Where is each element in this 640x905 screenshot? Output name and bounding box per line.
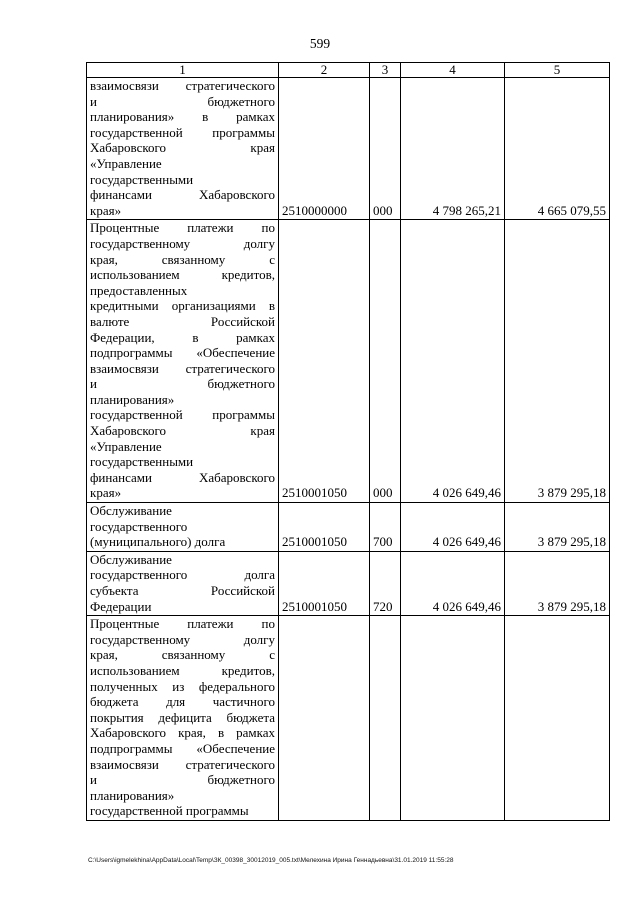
name-line: «Управление [90, 438, 162, 454]
amount-2019-cell: 4 665 079,55 [505, 78, 610, 220]
name-line: края» [90, 202, 122, 218]
name-line: Процентные платежи по [90, 616, 275, 632]
name-line: и бюджетного [90, 93, 275, 109]
name-line: государственными [90, 454, 194, 470]
table-row [87, 551, 610, 615]
row-name-cell [87, 551, 279, 615]
name-line: Хабаровского края [90, 423, 275, 439]
name-line: (муниципального) долга [90, 534, 226, 550]
type-cell [370, 616, 401, 821]
name-line: Федерации, в рамках [90, 329, 275, 345]
column-header: 1 [87, 63, 279, 78]
name-line: кредитными организациями в [90, 298, 275, 314]
name-line: планирования» [90, 391, 175, 407]
name-line: планирования» в рамках [90, 109, 275, 125]
type-cell: 000 [370, 78, 401, 220]
type-cell: 720 [370, 551, 401, 615]
name-line: государственной программы [90, 407, 275, 423]
name-line: использованием кредитов, [90, 267, 275, 283]
amount-2019-cell: 3 879 295,18 [505, 220, 610, 503]
name-line: использованием кредитов, [90, 662, 275, 678]
name-line: финансами Хабаровского [90, 187, 275, 203]
name-line: государственному долгу [90, 235, 275, 251]
name-line: Процентные платежи по [90, 220, 275, 236]
amount-2018-cell [401, 616, 505, 821]
name-line: государственными [90, 171, 194, 187]
name-line: взаимосвязи стратегического [90, 756, 275, 772]
name-line: и бюджетного [90, 376, 275, 392]
code-cell: 2510001050 [279, 220, 370, 503]
code-cell [279, 616, 370, 821]
name-line: Хабаровского края, в рамках [90, 725, 275, 741]
row-name-cell [87, 220, 279, 503]
table-row [87, 78, 610, 220]
name-line: подпрограммы «Обеспечение [90, 740, 275, 756]
name-line: Обслуживание [90, 551, 172, 567]
name-line: покрытия дефицита бюджета [90, 709, 275, 725]
column-header: 2 [279, 63, 370, 78]
name-line: финансами Хабаровского [90, 469, 275, 485]
amount-2018-cell: 4 026 649,46 [401, 551, 505, 615]
amount-2019-cell: 3 879 295,18 [505, 503, 610, 552]
name-line: бюджета для частичного [90, 694, 275, 710]
name-line: Обслуживание [90, 503, 172, 519]
name-line: Федерации [90, 598, 152, 614]
name-line: края» [90, 485, 122, 501]
column-header: 4 [401, 63, 505, 78]
name-line: предоставленных [90, 282, 188, 298]
page-number: 599 [309, 36, 331, 51]
table-row [87, 616, 610, 821]
name-line: государственного долга [90, 567, 275, 583]
name-line: и бюджетного [90, 772, 275, 788]
column-header: 3 [370, 63, 401, 78]
file-path-footer: C:\Users\igmelekhina\AppData\Local\Temp\ЗК_00398_30012019_005.txt\Мелехина Ирина Геннадьевна\31.01.2019 11:55:28 [88, 857, 454, 864]
name-line: взаимосвязи стратегического [90, 78, 275, 93]
name-line: Хабаровского края [90, 140, 275, 156]
table-header-row [87, 63, 610, 78]
code-cell: 2510000000 [279, 78, 370, 220]
name-line: края, связанному с [90, 251, 275, 267]
type-cell: 000 [370, 220, 401, 503]
row-name-cell [87, 503, 279, 552]
name-line: субъекта Российской [90, 583, 275, 598]
name-line: подпрограммы «Обеспечение [90, 345, 275, 361]
name-line: планирования» [90, 787, 175, 803]
name-line: «Управление [90, 155, 162, 171]
amount-2019-cell [505, 616, 610, 821]
code-cell: 2510001050 [279, 551, 370, 615]
column-header: 5 [505, 63, 610, 78]
amount-2018-cell: 4 798 265,21 [401, 78, 505, 220]
name-line: государственному долгу [90, 631, 275, 647]
amount-2019-cell: 3 879 295,18 [505, 551, 610, 615]
type-cell: 700 [370, 503, 401, 552]
name-line: государственного [90, 518, 188, 534]
name-line: валюте Российской [90, 313, 275, 329]
name-line: государственной программы [90, 803, 249, 819]
name-line: полученных из федерального [90, 678, 275, 694]
budget-table [86, 62, 610, 821]
amount-2018-cell: 4 026 649,46 [401, 220, 505, 503]
table-row [87, 503, 610, 552]
row-name-cell [87, 78, 279, 220]
name-line: государственной программы [90, 124, 275, 140]
name-line: взаимосвязи стратегического [90, 360, 275, 376]
row-name-cell [87, 616, 279, 821]
table-row [87, 220, 610, 503]
amount-2018-cell: 4 026 649,46 [401, 503, 505, 552]
code-cell: 2510001050 [279, 503, 370, 552]
name-line: края, связанному с [90, 647, 275, 663]
